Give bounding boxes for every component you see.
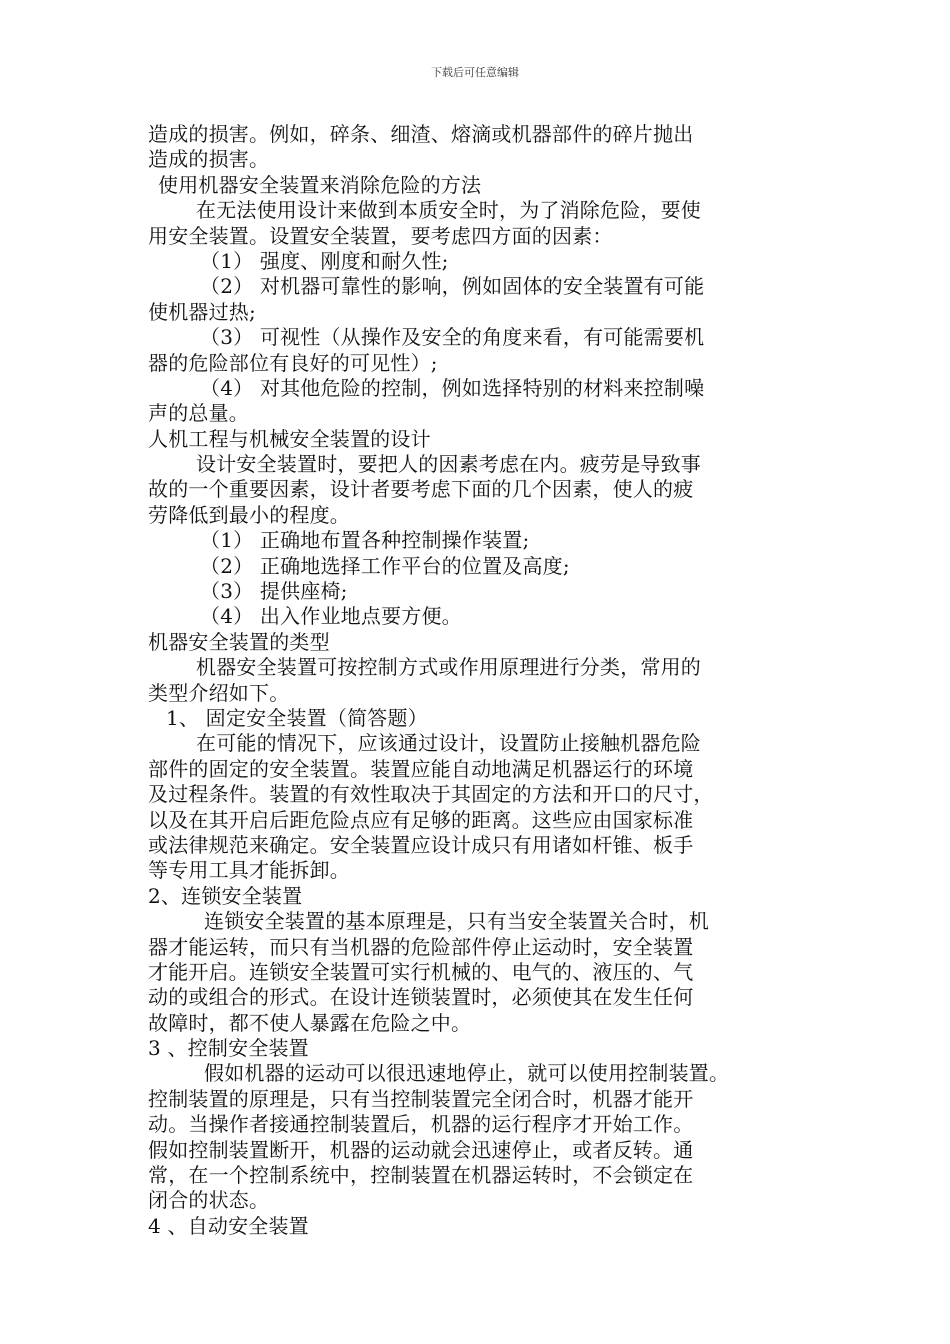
text-line: 在无法使用设计来做到本质安全时，为了消除危险，要使 (196, 198, 701, 223)
list-item: （2） 正确地选择工作平台的位置及高度; (200, 553, 570, 578)
text-line: 使机器过热; (148, 299, 256, 324)
text-line: 或法律规范来确定。安全装置应设计成只有用诸如杆锥、板手 (148, 832, 694, 857)
text-line: 声的总量。 (148, 401, 249, 426)
list-item: （4） 对其他危险的控制，例如选择特别的材料来控制噪 (200, 375, 705, 400)
text-line: 用安全装置。设置安全装置，要考虑四方面的因素： (148, 223, 613, 248)
text-line: 机器安全装置可按控制方式或作用原理进行分类，常用的 (196, 655, 701, 680)
text-line: 动的或组合的形式。在设计连锁装置时，必须使其在发生任何 (148, 985, 694, 1010)
text-line: 常，在一个控制系统中，控制装置在机器运转时，不会锁定在 (148, 1163, 694, 1188)
list-item: （2） 对机器可靠性的影响，例如固体的安全装置有可能 (200, 274, 705, 299)
text-line: 故障时，都不使人暴露在危险之中。 (148, 1010, 472, 1035)
text-line: 器的危险部位有良好的可见性）; (148, 350, 438, 375)
text-line: 等专用工具才能拆卸。 (148, 858, 350, 883)
subsection-heading: 2、连锁安全装置 (148, 883, 303, 908)
page-header: 下载后可任意编辑 (431, 66, 519, 79)
text-line: 类型介绍如下。 (148, 680, 290, 705)
text-line: 闭合的状态。 (148, 1188, 270, 1213)
text-line: 动。当操作者接通控制装置后，机器的运行程序才开始工作。 (148, 1112, 694, 1137)
text-line: 故的一个重要因素，设计者要考虑下面的几个因素，使人的疲 (148, 477, 694, 502)
text-line: 在可能的情况下，应该通过设计，设置防止接触机器危险 (196, 731, 701, 756)
text-line: 造成的损害。例如，碎条、细渣、熔滴或机器部件的碎片抛出 (148, 122, 694, 146)
list-item: （4） 出入作业地点要方便。 (200, 604, 462, 629)
text-line: 连锁安全装置的基本原理是，只有当安全装置关合时，机 (204, 909, 709, 934)
subsection-heading: 3 、控制安全装置 (148, 1036, 309, 1061)
subsection-heading: 1、 固定安全装置（简答题） (166, 705, 428, 730)
text-line: 部件的固定的安全装置。装置应能自动地满足机器运行的环境 (148, 756, 694, 781)
list-item: （3） 提供座椅; (200, 579, 348, 604)
text-line: 假如机器的运动可以很迅速地停止，就可以使用控制装置。 (204, 1061, 730, 1086)
list-item: （3） 可视性（从操作及安全的角度来看，有可能需要机 (200, 325, 705, 350)
text-line: 控制装置的原理是，只有当控制装置完全闭合时，机器才能开 (148, 1086, 694, 1111)
list-item: （1） 强度、刚度和耐久性; (200, 248, 449, 273)
text-line: 及过程条件。装置的有效性取决于其固定的方法和开口的尺寸， (148, 782, 714, 807)
section-heading: 机器安全装置的类型 (148, 629, 330, 654)
section-heading: 使用机器安全装置来消除危险的方法 (158, 172, 482, 197)
text-line: 以及在其开启后距危险点应有足够的距离。这些应由国家标准 (148, 807, 694, 832)
text-line: 劳降低到最小的程度。 (148, 502, 350, 527)
section-heading: 人机工程与机械安全装置的设计 (148, 426, 431, 451)
text-line: 假如控制装置断开，机器的运动就会迅速停止，或者反转。通 (148, 1137, 694, 1162)
list-item: （1） 正确地布置各种控制操作装置; (200, 528, 530, 553)
subsection-heading: 4 、自动安全装置 (148, 1213, 309, 1238)
document-body (148, 122, 808, 1239)
text-line: 器才能运转，而只有当机器的危险部件停止运动时，安全装置 (148, 934, 694, 959)
text-line: 才能开启。连锁安全装置可实行机械的、电气的、液压的、气 (148, 959, 694, 984)
text-line: 造成的损害。 (148, 147, 270, 172)
text-line: 设计安全装置时，要把人的因素考虑在内。疲劳是导致事 (196, 452, 701, 477)
